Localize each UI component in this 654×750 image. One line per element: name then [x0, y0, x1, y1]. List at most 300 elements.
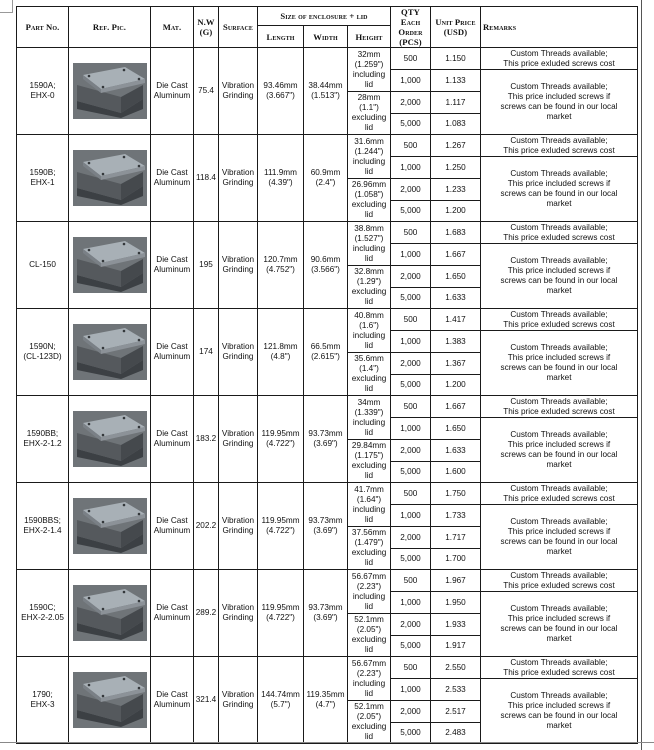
qty-tier-3: 2,000: [391, 92, 431, 114]
qty-tier-3: 2,000: [391, 353, 431, 375]
surface-cell: [219, 48, 258, 135]
header-net-weight: [194, 7, 219, 48]
net-weight-cell: 75.4: [194, 48, 219, 135]
header-price-line1: Unit Price: [435, 17, 476, 27]
qty-tier-3: 2,000: [391, 179, 431, 201]
width-mm: 90.6mm: [310, 255, 341, 264]
height-including-lid-cell: [348, 135, 391, 179]
material-line1: Die Cast: [156, 690, 188, 699]
remark-line: Custom Threads available;: [510, 256, 608, 265]
header-size-group: Size of enclosure + lid: [258, 7, 391, 26]
height-excl-note: excluding lid: [351, 374, 387, 393]
part-number-cell: [17, 570, 69, 657]
material-cell: [151, 657, 194, 744]
part-number-line1: 1590BB;: [26, 429, 59, 438]
price-tier-3: 1.117: [431, 92, 481, 114]
qty-tier-1: 500: [391, 48, 431, 70]
length-inch: (4.752"): [266, 265, 295, 274]
surface-line2: Grinding: [222, 613, 254, 622]
surface-cell: [219, 222, 258, 309]
part-number-line1: 1590BBS;: [24, 516, 61, 525]
product-row-group: [17, 657, 638, 679]
height-excl-inch: (1.175"): [354, 451, 384, 460]
width-mm: 66.5mm: [310, 342, 341, 351]
width-inch: (2.615"): [311, 352, 340, 361]
remark-excluded-screws: [481, 396, 638, 418]
header-surface: Surface: [219, 7, 258, 48]
surface-line2: Grinding: [222, 700, 254, 709]
page-edge-bottom: [0, 742, 654, 743]
width-inch: (2.4"): [315, 178, 336, 187]
product-photo-cell: [69, 483, 151, 570]
net-weight-cell: 195: [194, 222, 219, 309]
width-inch: (3.69"): [313, 526, 338, 535]
width-mm: 93.73mm: [308, 516, 343, 525]
qty-tier-4: 5,000: [391, 723, 431, 744]
part-number-line1: 1590B;: [29, 168, 56, 177]
height-excl-mm: 35.6mm: [354, 354, 384, 363]
enclosure-price-table: [16, 6, 638, 744]
height-excl-mm: 37.56mm: [351, 528, 387, 537]
surface-line1: Vibration: [221, 255, 255, 264]
height-incl-mm: 34mm: [357, 397, 381, 407]
height-incl-inch: (1.6"): [359, 320, 379, 330]
remark-line: Custom Threads available;: [510, 309, 608, 319]
height-excl-mm: 26.96mm: [351, 180, 387, 189]
enclosure-photo: [73, 150, 147, 206]
product-row-group: [17, 222, 638, 244]
remark-line: screws can be found in our local: [500, 276, 618, 285]
price-tier-1: 1.667: [431, 396, 481, 418]
height-incl-note: including lid: [352, 678, 386, 698]
material-line2: Aluminum: [153, 91, 191, 100]
width-inch: (3.69"): [313, 439, 338, 448]
material-line1: Die Cast: [156, 81, 188, 90]
length-cell: [258, 657, 304, 744]
remark-line: screws can be found in our local: [500, 711, 618, 720]
height-incl-mm: 41.7mm: [354, 484, 384, 494]
product-row-group: [17, 570, 638, 592]
remark-included-screws: [481, 418, 638, 483]
height-excl-note: excluding lid: [351, 287, 387, 306]
header-height: Height: [348, 26, 391, 48]
part-number-cell: [17, 48, 69, 135]
remark-line: This price exluded screws cost: [503, 232, 615, 242]
net-weight-cell: 289.2: [194, 570, 219, 657]
material-line1: Die Cast: [156, 168, 188, 177]
part-number-line2: EHX-3: [30, 700, 55, 709]
qty-tier-2: 1,000: [391, 679, 431, 701]
product-photo-cell: [69, 135, 151, 222]
surface-line2: Grinding: [222, 265, 254, 274]
length-mm: 119.95mm: [261, 429, 300, 438]
height-excluding-lid-cell: [348, 527, 391, 570]
material-cell: [151, 222, 194, 309]
width-mm: 38.44mm: [308, 81, 343, 90]
product-photo-cell: [69, 222, 151, 309]
length-inch: (4.722"): [266, 526, 295, 535]
remark-line: Custom Threads available;: [510, 222, 608, 232]
header-price-line2: (USD): [443, 27, 468, 37]
enclosure-photo: [73, 324, 147, 380]
enclosure-photo: [73, 411, 147, 467]
price-tier-3: 2.517: [431, 701, 481, 723]
net-weight-cell: 174: [194, 309, 219, 396]
price-tier-2: 1.950: [431, 592, 481, 614]
remark-excluded-screws: [481, 48, 638, 70]
width-cell: [304, 48, 348, 135]
part-number-cell: [17, 396, 69, 483]
enclosure-photo: [73, 498, 147, 554]
header-qty-line1: QTY Each: [400, 7, 421, 27]
price-tier-3: 1.650: [431, 266, 481, 288]
length-cell: [258, 48, 304, 135]
width-cell: [304, 309, 348, 396]
remark-line: market: [546, 286, 572, 295]
price-tier-2: 1.650: [431, 418, 481, 440]
material-cell: [151, 483, 194, 570]
height-excluding-lid-cell: [348, 266, 391, 309]
height-excl-mm: 28mm: [357, 93, 381, 102]
remark-excluded-screws: [481, 570, 638, 592]
width-cell: [304, 396, 348, 483]
height-incl-inch: (2.23"): [356, 581, 382, 591]
remark-excluded-screws: [481, 657, 638, 679]
surface-cell: [219, 483, 258, 570]
remark-line: Custom Threads available;: [510, 430, 608, 439]
price-tier-2: 1.383: [431, 331, 481, 353]
width-inch: (3.69"): [313, 613, 338, 622]
price-tier-3: 1.367: [431, 353, 481, 375]
height-including-lid-cell: [348, 657, 391, 701]
height-excl-note: excluding lid: [351, 722, 387, 741]
material-line1: Die Cast: [156, 342, 188, 351]
qty-tier-1: 500: [391, 396, 431, 418]
remark-excluded-screws: [481, 483, 638, 505]
part-number-line2: EHX-0: [30, 91, 55, 100]
qty-tier-4: 5,000: [391, 288, 431, 309]
surface-line2: Grinding: [222, 178, 254, 187]
remark-line: Custom Threads available;: [510, 657, 608, 667]
height-incl-note: including lid: [352, 69, 386, 89]
material-line2: Aluminum: [153, 439, 191, 448]
header-material: Mat.: [151, 7, 194, 48]
net-weight-cell: 183.2: [194, 396, 219, 483]
height-excl-note: excluding lid: [351, 461, 387, 480]
length-mm: 144.74mm: [261, 690, 300, 699]
length-mm: 120.7mm: [263, 255, 298, 264]
width-cell: [304, 483, 348, 570]
remark-line: Custom Threads available;: [510, 48, 608, 58]
surface-cell: [219, 657, 258, 744]
height-excluding-lid-cell: [348, 353, 391, 396]
height-incl-note: including lid: [352, 417, 386, 437]
length-mm: 119.95mm: [261, 603, 300, 612]
height-excl-inch: (1.479"): [354, 538, 384, 547]
part-number-cell: [17, 222, 69, 309]
remark-line: This price included screws if: [507, 701, 611, 710]
price-tier-1: 1.750: [431, 483, 481, 505]
height-incl-mm: 38.8mm: [354, 223, 384, 233]
remark-line: screws can be found in our local: [500, 363, 618, 372]
surface-cell: [219, 570, 258, 657]
surface-line1: Vibration: [221, 342, 255, 351]
product-photo-cell: [69, 657, 151, 744]
qty-tier-1: 500: [391, 483, 431, 505]
surface-line2: Grinding: [222, 526, 254, 535]
remark-line: This price exluded screws cost: [503, 58, 615, 68]
surface-line1: Vibration: [221, 516, 255, 525]
header-length: Length: [258, 26, 304, 48]
price-tier-2: 2.533: [431, 679, 481, 701]
qty-tier-2: 1,000: [391, 418, 431, 440]
table-header: [17, 7, 638, 48]
product-photo-cell: [69, 48, 151, 135]
part-number-line1: 1590C;: [29, 603, 56, 612]
surface-line1: Vibration: [221, 81, 255, 90]
remark-line: This price exluded screws cost: [503, 406, 615, 416]
part-number-line1: 1790;: [32, 690, 53, 699]
remark-line: market: [546, 547, 572, 556]
width-cell: [304, 570, 348, 657]
width-cell: [304, 222, 348, 309]
height-incl-mm: 32mm: [357, 49, 381, 59]
remark-line: This price included screws if: [507, 614, 611, 623]
width-mm: 119.35mm: [306, 690, 345, 699]
qty-tier-1: 500: [391, 135, 431, 157]
height-including-lid-cell: [348, 309, 391, 353]
remark-line: This price included screws if: [507, 353, 611, 362]
length-cell: [258, 222, 304, 309]
length-inch: (4.8"): [270, 352, 291, 361]
length-inch: (4.722"): [266, 613, 295, 622]
price-tier-4: 1.600: [431, 462, 481, 483]
height-excl-inch: (1.058"): [354, 190, 384, 199]
remark-line: This price exluded screws cost: [503, 493, 615, 503]
remark-line: This price included screws if: [507, 527, 611, 536]
enclosure-photo: [73, 237, 147, 293]
material-line1: Die Cast: [156, 516, 188, 525]
surface-line2: Grinding: [222, 91, 254, 100]
height-incl-mm: 56.67mm: [351, 658, 387, 668]
width-cell: [304, 135, 348, 222]
width-inch: (3.566"): [311, 265, 340, 274]
qty-tier-4: 5,000: [391, 201, 431, 222]
remark-line: Custom Threads available;: [510, 343, 608, 352]
surface-line2: Grinding: [222, 352, 254, 361]
table-body: [17, 48, 638, 744]
surface-cell: [219, 309, 258, 396]
length-cell: [258, 309, 304, 396]
price-tier-1: 1.150: [431, 48, 481, 70]
header-width: Width: [304, 26, 348, 48]
header-qty-line3: (PCS): [399, 37, 422, 47]
height-incl-note: including lid: [352, 591, 386, 611]
part-number-line2: EHX-1: [30, 178, 55, 187]
price-tier-3: 1.933: [431, 614, 481, 636]
enclosure-photo: [73, 63, 147, 119]
height-incl-mm: 31.6mm: [354, 136, 384, 146]
remark-included-screws: [481, 592, 638, 657]
height-incl-inch: (1.339"): [354, 407, 384, 417]
height-excl-mm: 52.1mm: [354, 702, 384, 711]
height-including-lid-cell: [348, 396, 391, 440]
height-excl-mm: 52.1mm: [354, 615, 384, 624]
remark-line: This price exluded screws cost: [503, 145, 615, 155]
height-incl-note: including lid: [352, 330, 386, 350]
height-incl-inch: (1.64"): [356, 494, 382, 504]
height-incl-note: including lid: [352, 504, 386, 524]
length-mm: 119.95mm: [261, 516, 300, 525]
qty-tier-3: 2,000: [391, 614, 431, 636]
net-weight-cell: 321.4: [194, 657, 219, 744]
height-excluding-lid-cell: [348, 701, 391, 744]
remark-included-screws: [481, 157, 638, 222]
part-number-cell: [17, 135, 69, 222]
height-excl-note: excluding lid: [351, 635, 387, 654]
remark-excluded-screws: [481, 222, 638, 244]
width-mm: 60.9mm: [310, 168, 341, 177]
surface-cell: [219, 396, 258, 483]
material-line1: Die Cast: [156, 429, 188, 438]
qty-tier-2: 1,000: [391, 244, 431, 266]
part-number-line2: (CL-123D): [23, 352, 62, 361]
height-excl-note: excluding lid: [351, 113, 387, 132]
price-tier-4: 1.200: [431, 201, 481, 222]
length-cell: [258, 570, 304, 657]
width-mm: 93.73mm: [308, 603, 343, 612]
product-row-group: [17, 48, 638, 70]
height-including-lid-cell: [348, 483, 391, 527]
qty-tier-4: 5,000: [391, 375, 431, 396]
header-nw-line1: N.W: [197, 17, 215, 27]
part-number-cell: [17, 309, 69, 396]
price-tier-2: 1.733: [431, 505, 481, 527]
remark-included-screws: [481, 679, 638, 744]
remark-line: screws can be found in our local: [500, 450, 618, 459]
corner-mark: [0, 0, 13, 13]
qty-tier-1: 500: [391, 570, 431, 592]
remark-line: This price included screws if: [507, 92, 611, 101]
qty-tier-4: 5,000: [391, 549, 431, 570]
height-including-lid-cell: [348, 570, 391, 614]
height-excl-mm: 32.8mm: [354, 267, 384, 276]
height-incl-mm: 40.8mm: [354, 310, 384, 320]
length-cell: [258, 396, 304, 483]
length-cell: [258, 135, 304, 222]
net-weight-cell: 202.2: [194, 483, 219, 570]
qty-tier-4: 5,000: [391, 462, 431, 483]
material-line2: Aluminum: [153, 613, 191, 622]
price-tier-2: 1.667: [431, 244, 481, 266]
remark-excluded-screws: [481, 135, 638, 157]
material-line1: Die Cast: [156, 255, 188, 264]
part-number-line1: 1590A;: [29, 81, 56, 90]
height-incl-note: including lid: [352, 156, 386, 176]
remark-excluded-screws: [481, 309, 638, 331]
price-tier-3: 1.233: [431, 179, 481, 201]
height-excluding-lid-cell: [348, 614, 391, 657]
part-number-cell: [17, 657, 69, 744]
height-excl-inch: (1.29"): [356, 277, 382, 286]
remark-included-screws: [481, 70, 638, 135]
length-cell: [258, 483, 304, 570]
header-qty-line2: Order: [398, 27, 423, 37]
product-row-group: [17, 309, 638, 331]
remark-line: This price included screws if: [507, 440, 611, 449]
remark-line: Custom Threads available;: [510, 396, 608, 406]
remark-line: Custom Threads available;: [510, 82, 608, 91]
remark-line: screws can be found in our local: [500, 624, 618, 633]
price-tier-1: 1.683: [431, 222, 481, 244]
header-nw-line2: (G): [199, 27, 213, 37]
price-tier-4: 1.917: [431, 636, 481, 657]
price-tier-4: 1.083: [431, 114, 481, 135]
remark-line: This price exluded screws cost: [503, 319, 615, 329]
price-tier-1: 1.967: [431, 570, 481, 592]
remark-line: This price exluded screws cost: [503, 667, 615, 677]
material-cell: [151, 396, 194, 483]
height-incl-inch: (1.259"): [354, 59, 384, 69]
qty-tier-1: 500: [391, 309, 431, 331]
part-number-line2: EHX-2-2.05: [21, 613, 64, 622]
material-cell: [151, 309, 194, 396]
remark-line: Custom Threads available;: [510, 135, 608, 145]
price-tier-4: 1.700: [431, 549, 481, 570]
length-inch: (4.722"): [266, 439, 295, 448]
part-number-line1: CL-150: [29, 260, 56, 269]
part-number-line1: 1590N;: [29, 342, 56, 351]
header-ref-pic: Ref. Pic.: [69, 7, 151, 48]
price-tier-1: 1.417: [431, 309, 481, 331]
remark-line: Custom Threads available;: [510, 483, 608, 493]
remark-line: screws can be found in our local: [500, 189, 618, 198]
material-line2: Aluminum: [153, 352, 191, 361]
length-inch: (3.667"): [266, 91, 295, 100]
price-tier-3: 1.633: [431, 440, 481, 462]
height-excl-note: excluding lid: [351, 548, 387, 567]
surface-line1: Vibration: [221, 429, 255, 438]
height-excl-mm: 29.84mm: [351, 441, 387, 450]
remark-included-screws: [481, 505, 638, 570]
enclosure-photo: [73, 585, 147, 641]
qty-tier-3: 2,000: [391, 527, 431, 549]
material-line1: Die Cast: [156, 603, 188, 612]
product-photo-cell: [69, 396, 151, 483]
qty-tier-1: 500: [391, 222, 431, 244]
product-row-group: [17, 135, 638, 157]
length-inch: (4.39"): [268, 178, 293, 187]
surface-line1: Vibration: [221, 603, 255, 612]
height-excl-inch: (2.05"): [356, 625, 382, 634]
surface-line2: Grinding: [222, 439, 254, 448]
price-tier-2: 1.133: [431, 70, 481, 92]
width-mm: 93.73mm: [308, 429, 343, 438]
remark-included-screws: [481, 331, 638, 396]
width-inch: (4.7"): [315, 700, 336, 709]
width-inch: (1.513"): [311, 91, 340, 100]
remark-line: Custom Threads available;: [510, 517, 608, 526]
qty-tier-4: 5,000: [391, 114, 431, 135]
header-part-no: Part No.: [17, 7, 69, 48]
price-tier-1: 2.550: [431, 657, 481, 679]
remark-included-screws: [481, 244, 638, 309]
remark-line: market: [546, 199, 572, 208]
qty-tier-3: 2,000: [391, 701, 431, 723]
length-inch: (5.7"): [270, 700, 291, 709]
net-weight-cell: 118.4: [194, 135, 219, 222]
product-photo-cell: [69, 309, 151, 396]
